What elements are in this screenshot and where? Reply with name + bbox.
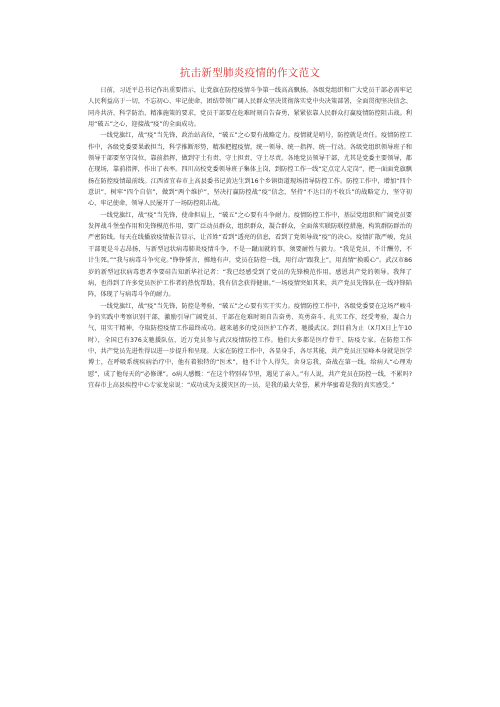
paragraph: 一线党旗红，战“疫”当先锋，使命担肩上，“破五”之心要有斗争耐力。疫情防控工作中，基层党组织和广阔党员要发挥战斗堡垒作用和先锋模范作用，要广泛动员群众，组织群众，凝合群众，全面落实联防联控措施，构筑群防群治的严密防线。每天在线播放疫情报告显示，让首姓“看到”透亮的信息，看到了党领导战“疫”的决心。疫情扩散严峻，党员干部更是斗志昂扬，与新型冠状病毒肺炎疫情斗争，不是一蹴而就的事，须要耐性与毅力。“我是党员，不计酬劳，不计生死。”“我与病毒斗争究竟。”铮铮誓言，掷地有声，党员在防控一线，用行动“跟我上”，用真情“换暖心”。武汉市86岁的新型冠状病毒患者李要硅告知新华社记者：“我已经感受到了党员的先锋模范作用。感恩共产党的领导。我拜了病，也得到了许多党员医护工作者的热忱帮助。我有信念获得健康。”一场疫情突如其来，共产党员先锋队在一线冲锋陷阵，体现了与病毒斗争的耐力。 bbox=[88, 211, 412, 299]
paragraph: 一线党旗红，战“疫”当先锋，政治站高位，“破五”之心要有战略定力。疫情就是哨号，防控就是责任。疫情防控工作中，各级党委要果敢担当，科学推断形势，精准把握疫情，统一领导、统一指挥、统一行动。各级党组织领导班子和领导干部要坚守岗位，靠前指挥，做到守土有责、守土担责、守土尽责。各地党员领导干部，尤其是党委主要领导，都在现场，靠前指挥，作出了表率。四川高校党委领导班子集体上岗，到防控工作一线“定点定人定岗”，把一面面党旗飘扬在防控疫情最前线。江西省宜春市上高县委书记黄达生到16个乡镇街道现场指导防控工作。防控工作中，增加“四个意识”，树牢“四个自信”，做到“两个维护”，坚决打赢防控战“疫”信念，坚持“不达目的不收兵”的战略定力，坚守初心，牢记使命，领导人民屡开了一场防控阻击战。 bbox=[88, 132, 412, 208]
document-page bbox=[88, 66, 412, 391]
paragraph: 日前，习近平总书记作出重要指示，让党旗在防控疫情斗争第一线高高飘扬。各级党组织和广大党员干部必需牢记人民利益高于一切，不忘初心、牢记使命，团结带领广阔人民群众坚决贯彻落实党中央决策部署，全面贯彻坚决信念、同舟共济、科学防治、精准施策的要求，党员干部要在危难时刻自告奋勇，紧紧依靠人民群众打赢疫情防控阻击战。利用“破五”之心，迎接战“疫”的全面成功。 bbox=[88, 87, 412, 129]
paragraph: 一线党旗红，战“疫”当先锋，防控是考验，“破五”之心要有实干实力。疫情防控工作中，各级党委要在这场严峻斗争的实践中考察识别干部，激励引导广阔党员、干部在危难时刻自告奋勇、英勇奋斗、扎实工作，经受考验，凝合力气，用实干精神，夺取防控疫情工作最终成功。越来越多的党员医护工作者，驰援武汉。到目前为止（X月X日上午10时），全国已有376支驰援队伍，近万党员参与武汉疫情防控工作。他们大多都是医疗骨干、防疫专家。在防控工作中，共产党员先进性得以进一步提升和呈现。大家在防控工作中，各显身手，各尽其能，共产党员汪星峰本身就是医学博士，在呼吸系统疾病治疗中，他有着独特的“医术”，他不计个人得失，舍身忘我，奋战在第一线。给病人“心理劝慰”，成了他每天的“必修课”。o病人感慨：“在这个特别春节里，遇见了亲人。”有人说，共产党员在防控一线，不累吗?宜春市上高县疾控中心专家龙泉说：“成功成为支援灾区的一员，是我的最大荣誉，累并华蜜着是我的真实感受。” bbox=[88, 302, 412, 389]
document-title: 抗击新型肺炎疫情的作文范文 bbox=[179, 67, 321, 79]
